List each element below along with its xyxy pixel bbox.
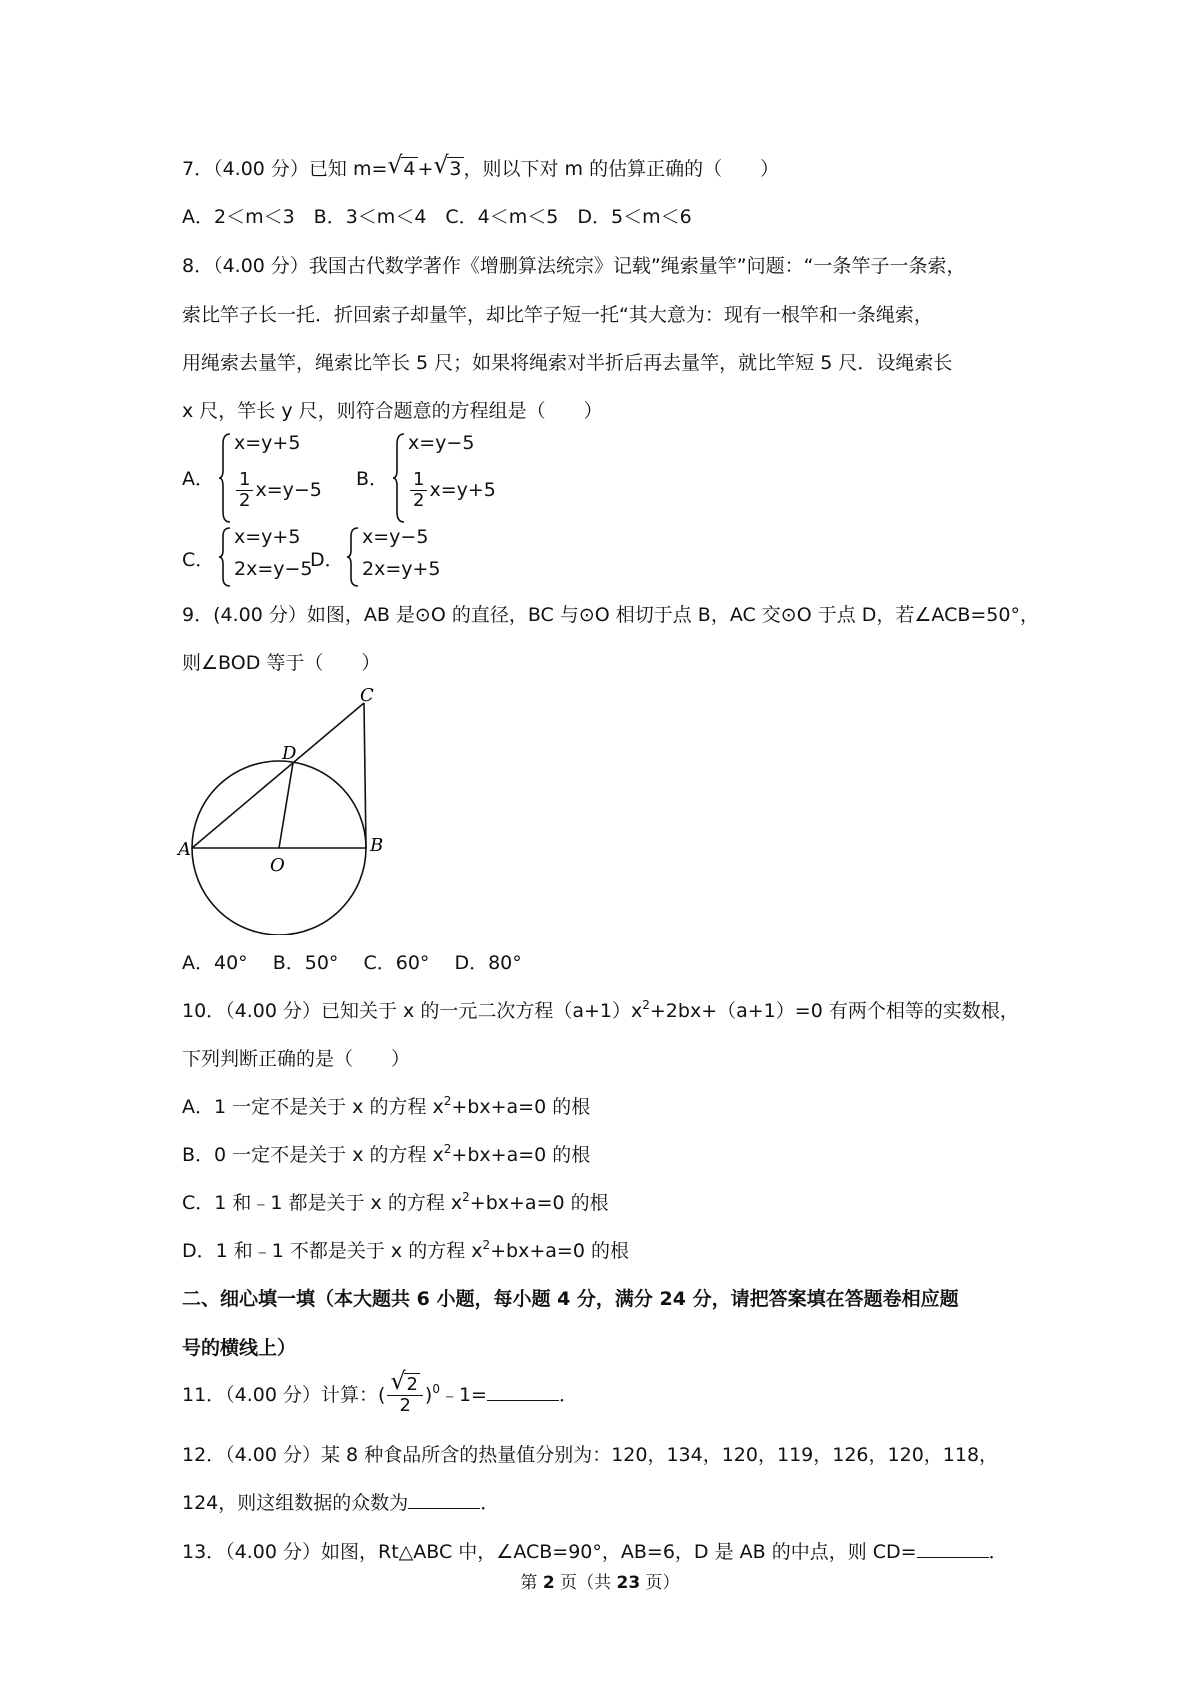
- brace-icon: [346, 526, 360, 588]
- q10-line2: 下列判断正确的是（ ）: [182, 1048, 411, 1070]
- q8-line3: 用绳索去量竿，绳索比竿长 5 尺；如果将绳索对半折后再去量竿，就比竿短 5 尺．设绳索长: [182, 352, 953, 374]
- page-footer: 第 2 页（共 23 页）: [520, 1573, 680, 1593]
- brace-icon: [218, 432, 232, 524]
- answer-blank: [917, 1539, 989, 1558]
- q7-options: A．2＜m＜3 B．3＜m＜4 C．4＜m＜5 D．5＜m＜6: [182, 206, 692, 228]
- tangent-bc: [364, 703, 366, 848]
- fraction-half: $\frac{1}{2}$: [410, 470, 427, 511]
- q9-line1: 9．(4.00 分）如图，AB 是⊙O 的直径，BC 与⊙O 相切于点 B，AC 交⊙O 于点 D，若∠ACB=50°，: [182, 604, 1039, 626]
- q9-options: A．40° B．50° C．60° D．80°: [182, 952, 522, 974]
- q11-stem: 11．（4.00 分）计算：( √ 2 2 )$^0$﹣1= ．: [182, 1367, 578, 1416]
- q10-option-d: D．1 和﹣1 不都是关于 x 的方程 $x^2+bx+a=0$ 的根: [182, 1238, 629, 1262]
- q8-option-d-label: D．: [310, 549, 344, 571]
- q10-option-b: B．0 一定不是关于 x 的方程 $x^2+bx+a=0$ 的根: [182, 1142, 591, 1166]
- q8-line4: x 尺，竿长 y 尺，则符合题意的方程组是（ ）: [182, 400, 603, 422]
- label-a: A: [178, 839, 191, 860]
- q8-option-a-system: x=y+5 $\frac{1}{2}$ x=y−5: [218, 432, 328, 522]
- fraction-sqrt2-over-2: √ 2 2: [387, 1375, 422, 1416]
- section2-heading-line2: 号的横线上）: [182, 1337, 297, 1359]
- brace-icon: [392, 432, 406, 524]
- q12-line1: 12．（4.00 分）某 8 种食品所含的热量值分别为：120，134，120，119，126，120，118，: [182, 1444, 999, 1466]
- answer-blank: [487, 1382, 559, 1401]
- label-d: D: [282, 743, 297, 764]
- q9-line2: 则∠BOD 等于（ ）: [182, 652, 381, 674]
- q8-option-d-system: x=y−5 2x=y+5: [346, 526, 436, 588]
- q8-option-a-label: A．: [182, 468, 214, 490]
- segment-od: [279, 763, 293, 848]
- q7-stem: 7．（4.00 分）已知 m= √ 4 + √ 3 ，则以下对 m 的估算正确的（ ）: [182, 151, 780, 180]
- q8-line2: 索比竿子长一托．折回索子却量竿，却比竿子短一托“其大意为：现有一根竿和一条绳索，: [182, 304, 933, 326]
- segment-ac: [192, 703, 364, 848]
- answer-blank: [408, 1490, 480, 1509]
- q10-option-c: C．1 和﹣1 都是关于 x 的方程 $x^2+bx+a=0$ 的根: [182, 1190, 609, 1214]
- q10-option-a: A．1 一定不是关于 x 的方程 $x^2+bx+a=0$ 的根: [182, 1094, 591, 1118]
- q10-line1: 10．（4.00 分）已知关于 x 的一元二次方程$(a+1)x^2+2bx+(a+1)=0$ 有两个相等的实数根，: [182, 998, 1019, 1022]
- q8-option-c-system: x=y+5 2x=y−5: [218, 526, 308, 588]
- q8-line1: 8．（4.00 分）我国古代数学著作《增删算法统宗》记载”绳索量竿”问题：“一条竿子一条索，: [182, 255, 966, 277]
- q13-line1: 13．（4.00 分）如图，Rt△ABC 中，∠ACB=90°，AB=6，D 是 AB 的中点，则 CD= ．: [182, 1541, 1008, 1563]
- q8-option-b-label: B．: [356, 468, 389, 490]
- q12-line2: 124，则这组数据的众数为 ．: [182, 1492, 500, 1514]
- label-c: C: [360, 685, 374, 706]
- section2-heading-line1: 二、细心填一填（本大题共 6 小题，每小题 4 分，满分 24 分，请把答案填在答题卷相应题: [182, 1288, 959, 1310]
- fraction-half: $\frac{1}{2}$: [236, 470, 253, 511]
- sqrt-4: √ 4: [387, 151, 416, 180]
- label-b: B: [370, 835, 384, 856]
- brace-icon: [218, 526, 232, 588]
- label-o: O: [270, 855, 285, 876]
- circle-tangent-figure: [170, 685, 400, 935]
- q8-option-b-system: x=y−5 $\frac{1}{2}$ x=y+5: [392, 432, 502, 522]
- sqrt-3: √ 3: [433, 151, 462, 180]
- q8-option-c-label: C．: [182, 549, 215, 571]
